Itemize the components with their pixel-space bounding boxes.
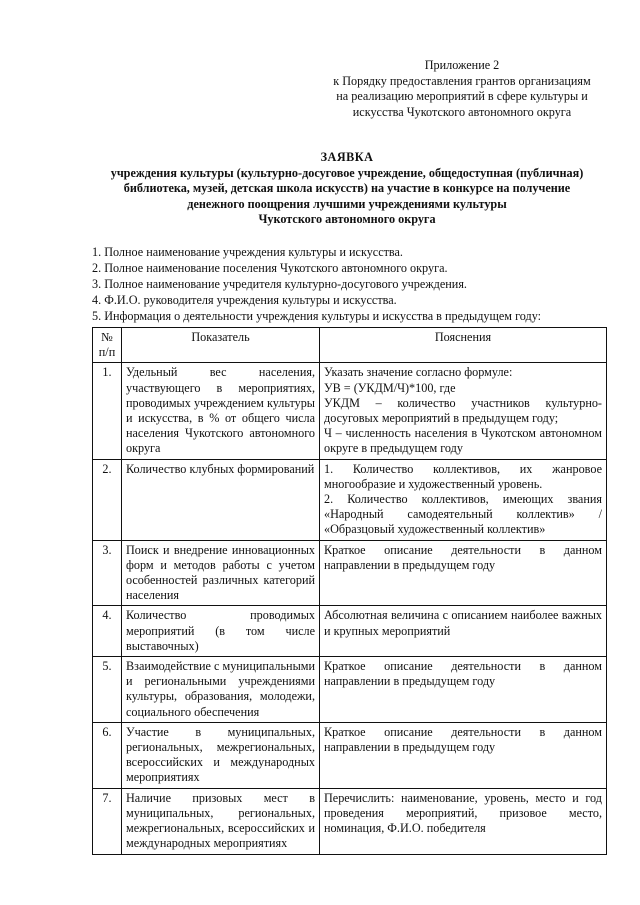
appendix-line: Приложение 2	[424, 58, 500, 72]
row-indicator: Наличие призовых мест в муниципальных, региональных, межрегиональных, всероссийских и международных мероприятиях	[122, 788, 320, 854]
header-num: № п/п	[93, 328, 122, 363]
list-item: 1. Полное наименование учреждения культуры и искусства.	[92, 245, 403, 259]
row-explanation	[320, 540, 607, 606]
row-num: 3.	[93, 540, 122, 606]
row-indicator: Взаимодействие с муниципальными и региональными учреждениями культуры, образования, молодежи, социального обеспечения	[122, 657, 320, 723]
table-header-row	[93, 328, 607, 363]
explanation-line: УКДМ – количество участников культурно-досуговых мероприятий в предыдущем году;	[324, 395, 602, 426]
row-num: 1.	[93, 363, 122, 459]
list-item: 4. Ф.И.О. руководителя учреждения культуры и искусства.	[92, 293, 397, 307]
explanation-line: Перечислить: наименование, уровень, место и год проведения мероприятий, призовое место, номинация, Ф.И.О. победителя	[324, 790, 602, 836]
list-item: 5. Информация о деятельности учреждения культуры и искусства в предыдущем году:	[92, 309, 542, 323]
title-line: денежного поощрения лучшими учреждениями культуры	[187, 196, 507, 211]
table-row	[93, 788, 607, 854]
application-items	[92, 244, 612, 324]
list-item: 3. Полное наименование учредителя культурно-досугового учреждения.	[92, 277, 467, 291]
row-explanation	[320, 459, 607, 540]
header-explanation: Пояснения	[320, 328, 607, 363]
appendix-line: на реализацию мероприятий в сфере культуры и	[336, 89, 588, 103]
explanation-line: УВ = (УКДМ/Ч)*100, где	[324, 380, 456, 395]
table-row	[93, 540, 607, 606]
row-explanation	[320, 788, 607, 854]
explanation-line: Указать значение согласно формуле:	[324, 365, 513, 380]
row-indicator: Количество проводимых мероприятий (в том числе выставочных)	[122, 606, 320, 657]
title-heading: ЗАЯВКА	[320, 150, 374, 164]
activity-table	[92, 327, 607, 855]
table-row	[93, 722, 607, 788]
title-line: Чукотского автономного округа	[258, 212, 436, 226]
row-indicator: Удельный вес населения, участвующего в мероприятиях, проводимых учреждением культуры и искусства, в % от общего числа населения Чукотского автономного округа	[122, 363, 320, 459]
table-row	[93, 606, 607, 657]
appendix-note	[316, 58, 608, 120]
title-line: библиотека, музей, детская школа искусств) на участие в конкурсе на получение	[123, 181, 571, 195]
explanation-line: Ч – численность населения в Чукотском автономном округе в предыдущем году	[324, 426, 602, 456]
row-explanation	[320, 657, 607, 723]
appendix-line: к Порядку предоставления грантов организациям	[333, 73, 591, 88]
row-explanation	[320, 722, 607, 788]
table-row	[93, 363, 607, 459]
row-num: 7.	[93, 788, 122, 854]
row-num: 4.	[93, 606, 122, 657]
row-num: 5.	[93, 657, 122, 723]
explanation-line: Краткое описание деятельности в данном направлении в предыдущем году	[324, 659, 602, 689]
row-explanation	[320, 363, 607, 459]
header-indicator: Показатель	[122, 328, 320, 363]
row-indicator: Количество клубных формирований	[122, 459, 320, 540]
explanation-line: Краткое описание деятельности в данном направлении в предыдущем году	[324, 724, 602, 755]
document-title	[86, 150, 608, 228]
explanation-line: 1. Количество коллективов, их жанровое многообразие и художественный уровень.	[324, 461, 602, 491]
row-num: 2.	[93, 459, 122, 540]
row-indicator: Поиск и внедрение инновационных форм и методов работы с учетом особенностей различных категорий населения	[122, 540, 320, 606]
explanation-line: Абсолютная величина с описанием наиболее важных и крупных мероприятий	[324, 608, 602, 638]
explanation-line: 2. Количество коллективов, имеющих звания «Народный самодеятельный коллектив» / «Образцовый художественный коллектив»	[324, 492, 602, 537]
row-num: 6.	[93, 722, 122, 788]
row-indicator: Участие в муниципальных, региональных, межрегиональных, всероссийских и международных мероприятиях	[122, 722, 320, 788]
list-item: 2. Полное наименование поселения Чукотского автономного округа.	[92, 261, 448, 275]
table-row	[93, 657, 607, 723]
explanation-line: Краткое описание деятельности в данном направлении в предыдущем году	[324, 542, 602, 572]
title-line: учреждения культуры (культурно-досуговое учреждение, общедоступная (публичная)	[110, 165, 584, 180]
row-explanation	[320, 606, 607, 657]
table-row	[93, 459, 607, 540]
appendix-line: искусства Чукотского автономного округа	[352, 104, 572, 119]
